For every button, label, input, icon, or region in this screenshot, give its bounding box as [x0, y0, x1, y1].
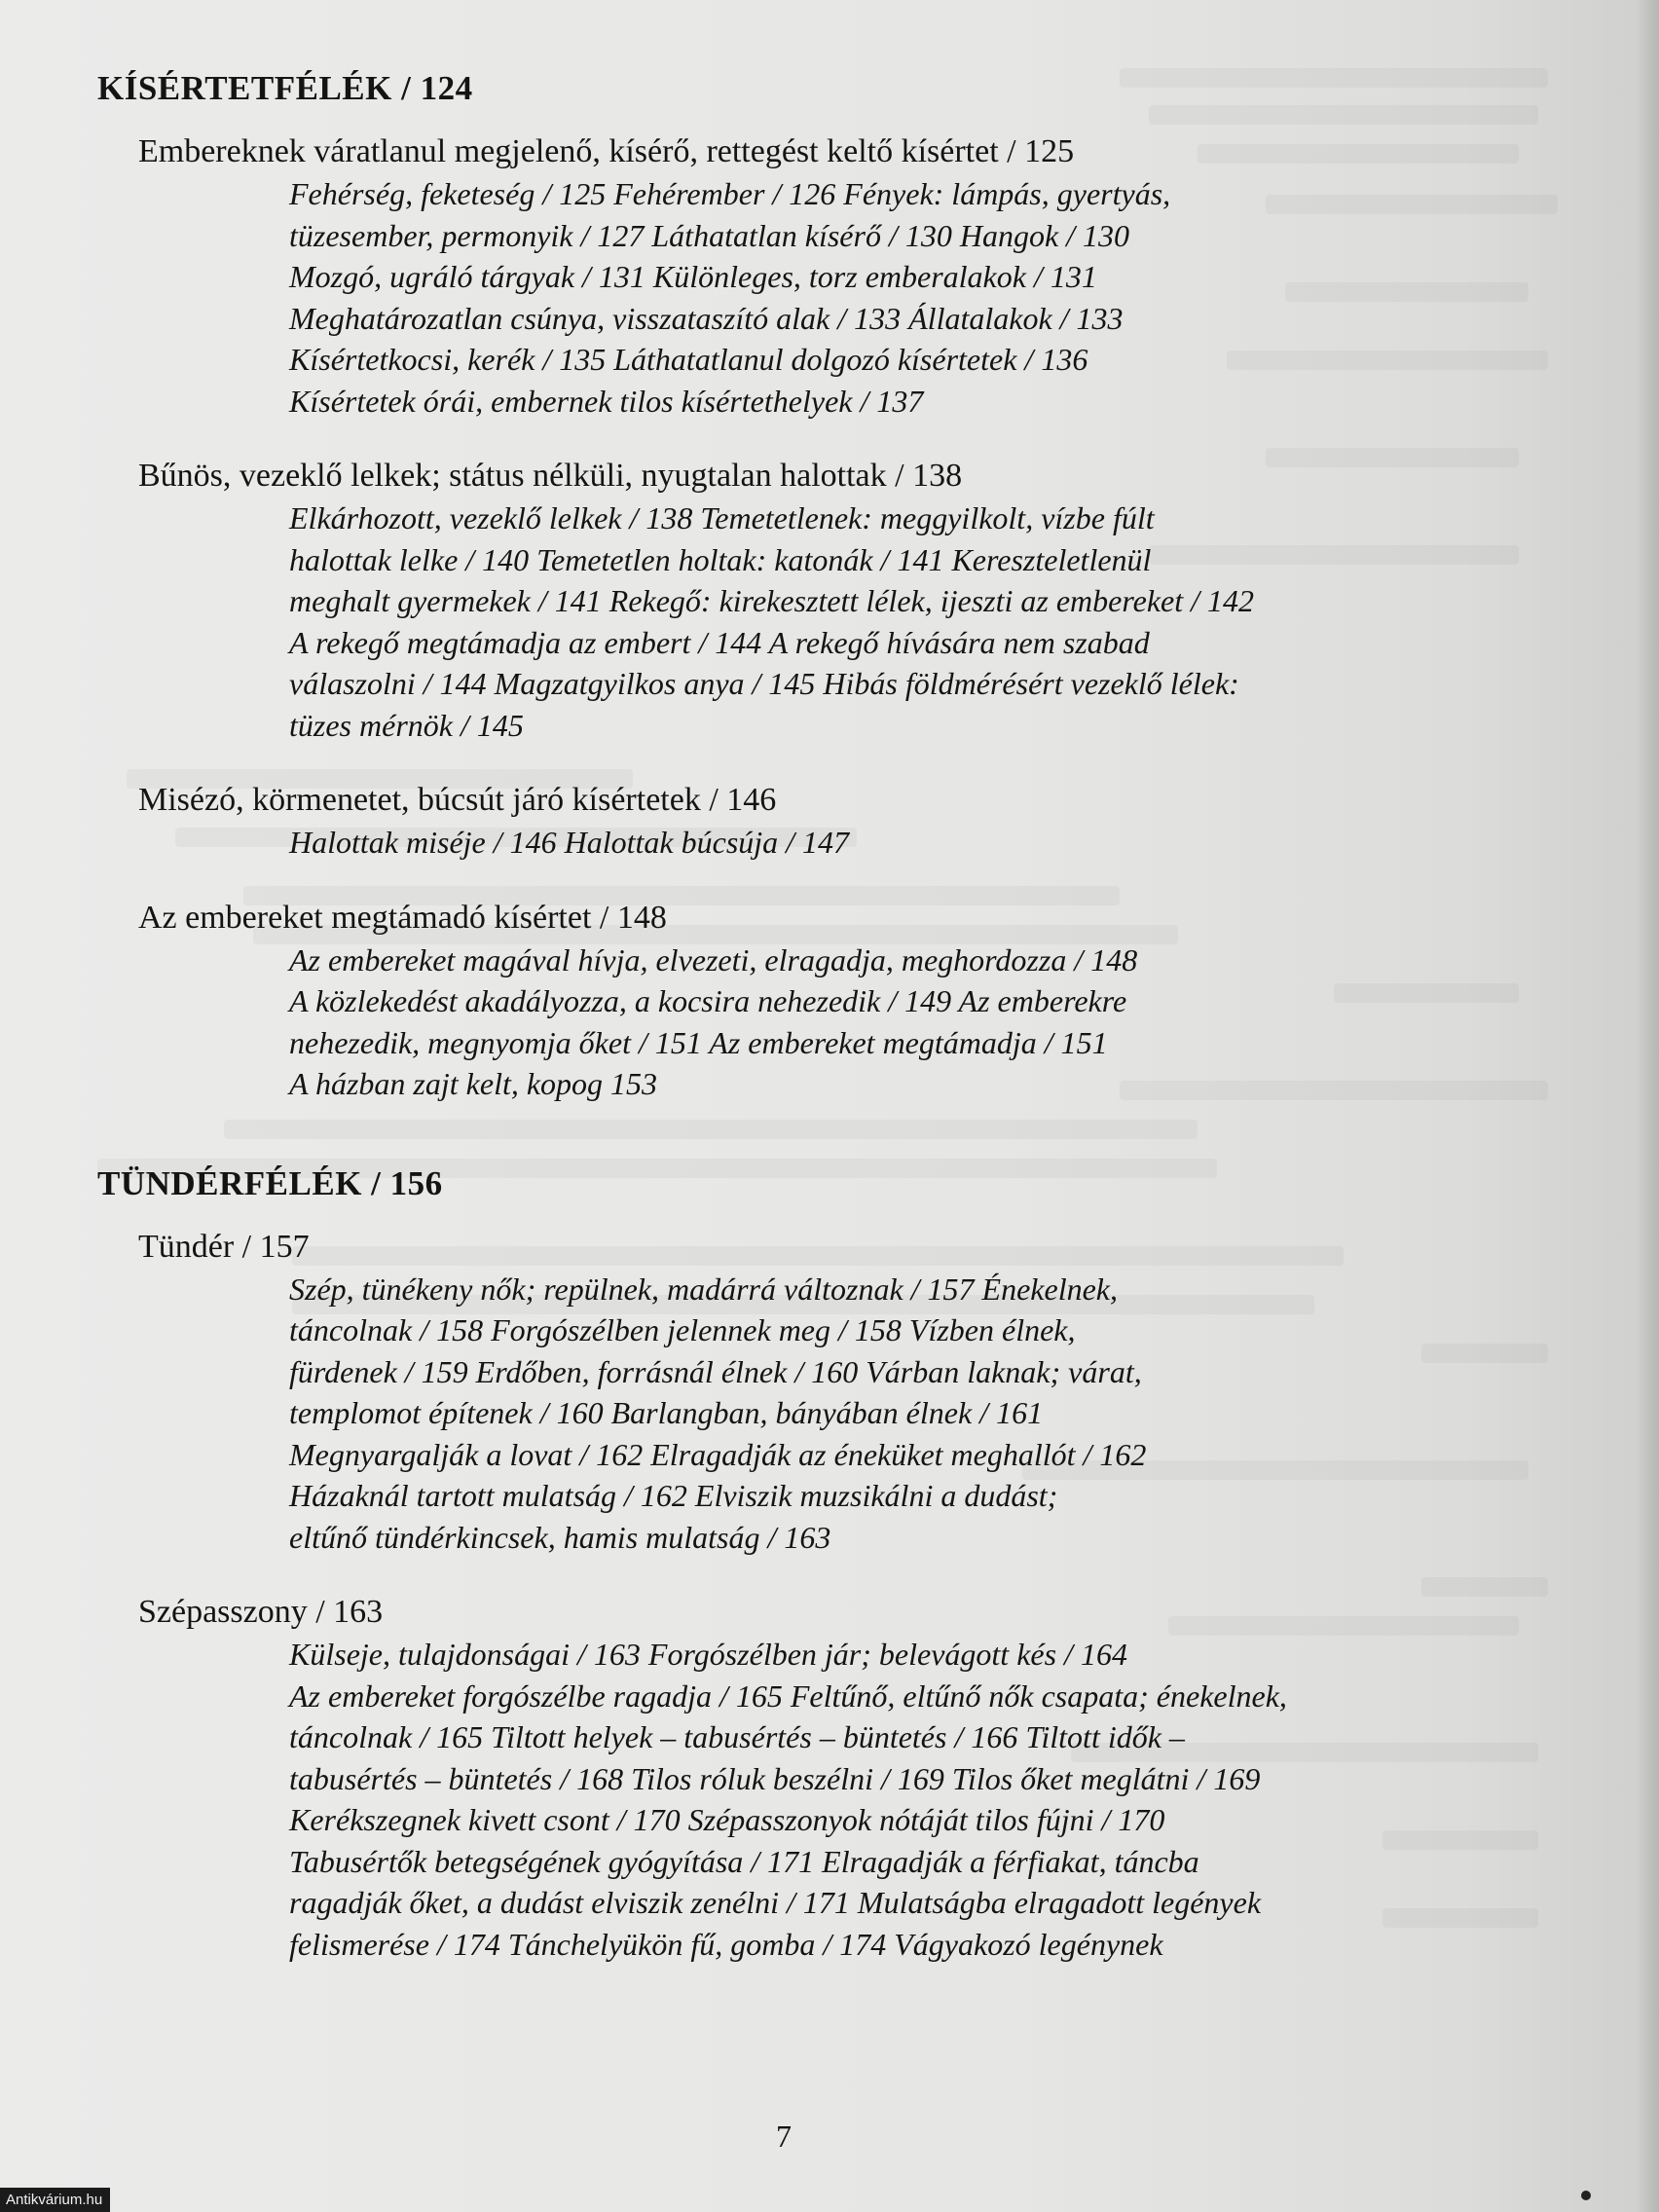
toc-entry	[97, 1591, 1421, 1965]
subtopic-line: Az embereket forgószélbe ragadja / 165 Feltűnő, eltűnő nők csapata; énekelnek,	[289, 1677, 1287, 1714]
subtopic-line: tüzesember, permonyik / 127 Láthatatlan kísérő / 130 Hangok / 130	[289, 217, 1130, 253]
subtopic-line: Megnyargalják a lovat / 162 Elragadják az éneküket meghallót / 162	[289, 1436, 1147, 1472]
subtopic-line: Halottak miséje / 146 Halottak búcsúja / 147	[289, 825, 850, 860]
subtopic-line: Kerékszegnek kivett csont / 170 Szépasszonyok nótáját tilos fújni / 170	[289, 1802, 1165, 1837]
toc-entry	[97, 1226, 1421, 1559]
subtopic-line: halottak lelke / 140 Temetetlen holtak: katonák / 141 Kereszteletlenül	[289, 541, 1152, 577]
subtopic-line: meghalt gyermekek / 141 Rekegő: kirekesztett lélek, ijeszti az embereket / 142	[289, 583, 1255, 618]
section-kisertetfelek	[97, 66, 1421, 1105]
toc-entry	[97, 130, 1421, 422]
table-of-contents	[97, 66, 1421, 1965]
toc-entry	[97, 779, 1421, 864]
subtopic-line: Házaknál tartott mulatság / 162 Elviszik muzsikálni a dudást;	[289, 1478, 1058, 1513]
subtopic-line: eltűnő tündérkincsek, hamis mulatság / 163	[289, 1519, 831, 1555]
toc-entry	[97, 455, 1421, 746]
entry-subtopics	[97, 173, 1389, 422]
entry-subtopics	[97, 498, 1389, 746]
section-heading: TÜNDÉRFÉLÉK / 156	[97, 1163, 443, 1202]
subtopic-line: Kísértetkocsi, kerék / 135 Láthatatlanul dolgozó kísértetek / 136	[289, 342, 1088, 377]
section-tunderfelek	[97, 1161, 1421, 1966]
entry-title: Az embereket megtámadó kísértet / 148	[138, 899, 667, 936]
corner-mark	[1581, 2191, 1591, 2200]
page-edge-shadow	[1636, 0, 1659, 2212]
subtopic-line: táncolnak / 165 Tiltott helyek – tabusértés – büntetés / 166 Tiltott idők –	[289, 1719, 1185, 1754]
entry-subtopics	[97, 1269, 1389, 1559]
entry-title: Misézó, körmenetet, búcsút járó kísértetek / 146	[138, 782, 777, 818]
entry-title: Tündér / 157	[138, 1228, 310, 1265]
toc-entry	[97, 897, 1421, 1105]
subtopic-line: Elkárhozott, vezeklő lelkek / 138 Temetetlenek: meggyilkolt, vízbe fúlt	[289, 500, 1155, 535]
entry-title: Bűnös, vezeklő lelkek; státus nélküli, nyugtalan halottak / 138	[138, 458, 963, 494]
subtopic-line: A közlekedést akadályozza, a kocsira nehezedik / 149 Az emberekre	[289, 983, 1127, 1018]
subtopic-line: Meghatározatlan csúnya, visszataszító alak / 133 Állatalakok / 133	[289, 300, 1124, 336]
page-number: 7	[776, 2119, 792, 2154]
section-heading: KÍSÉRTETFÉLÉK / 124	[97, 69, 473, 107]
entry-title: Szépasszony / 163	[138, 1594, 384, 1630]
entry-subtopics	[97, 1634, 1389, 1965]
subtopic-line: tüzes mérnök / 145	[289, 707, 524, 743]
subtopic-line: Fehérség, feketeség / 125 Fehérember / 126 Fények: lámpás, gyertyás,	[289, 176, 1171, 211]
subtopic-line: tabusértés – büntetés / 168 Tilos róluk beszélni / 169 Tilos őket meglátni / 169	[289, 1760, 1261, 1796]
entry-subtopics	[97, 940, 1389, 1105]
subtopic-line: fürdenek / 159 Erdőben, forrásnál élnek / 160 Várban laknak; várat,	[289, 1353, 1142, 1389]
subtopic-line: táncolnak / 158 Forgószélben jelennek meg / 158 Vízben élnek,	[289, 1312, 1076, 1347]
subtopic-line: válaszolni / 144 Magzatgyilkos anya / 145 Hibás földmérésért vezeklő lélek:	[289, 666, 1239, 701]
subtopic-line: Tabusértők betegségének gyógyítása / 171 Elragadják a férfiakat, táncba	[289, 1843, 1199, 1879]
subtopic-line: A házban zajt kelt, kopog 153	[289, 1066, 658, 1101]
subtopic-line: Szép, tünékeny nők; repülnek, madárrá változnak / 157 Énekelnek,	[289, 1271, 1118, 1307]
watermark-label: Antikvárium.hu	[0, 2188, 110, 2212]
subtopic-line: Az embereket magával hívja, elvezeti, elragadja, meghordozza / 148	[289, 941, 1138, 977]
subtopic-line: felismerése / 174 Tánchelyükön fű, gomba / 174 Vágyakozó legénynek	[289, 1926, 1163, 1962]
subtopic-line: templomot építenek / 160 Barlangban, bányában élnek / 161	[289, 1395, 1044, 1430]
entry-subtopics	[97, 822, 1389, 864]
subtopic-line: nehezedik, megnyomja őket / 151 Az embereket megtámadja / 151	[289, 1024, 1108, 1060]
subtopic-line: Mozgó, ugráló tárgyak / 131 Különleges, torz emberalakok / 131	[289, 259, 1097, 294]
subtopic-line: Külseje, tulajdonságai / 163 Forgószélben jár; belevágott kés / 164	[289, 1637, 1127, 1672]
subtopic-line: ragadják őket, a dudást elviszik zenélni / 171 Mulatságba elragadott legények	[289, 1885, 1262, 1920]
subtopic-line: A rekegő megtámadja az embert / 144 A rekegő hívására nem szabad	[289, 624, 1150, 660]
subtopic-line: Kísértetek órái, embernek tilos kísértethelyek / 137	[289, 383, 924, 419]
entry-title: Embereknek váratlanul megjelenő, kísérő, rettegést keltő kísértet / 125	[138, 133, 1075, 169]
